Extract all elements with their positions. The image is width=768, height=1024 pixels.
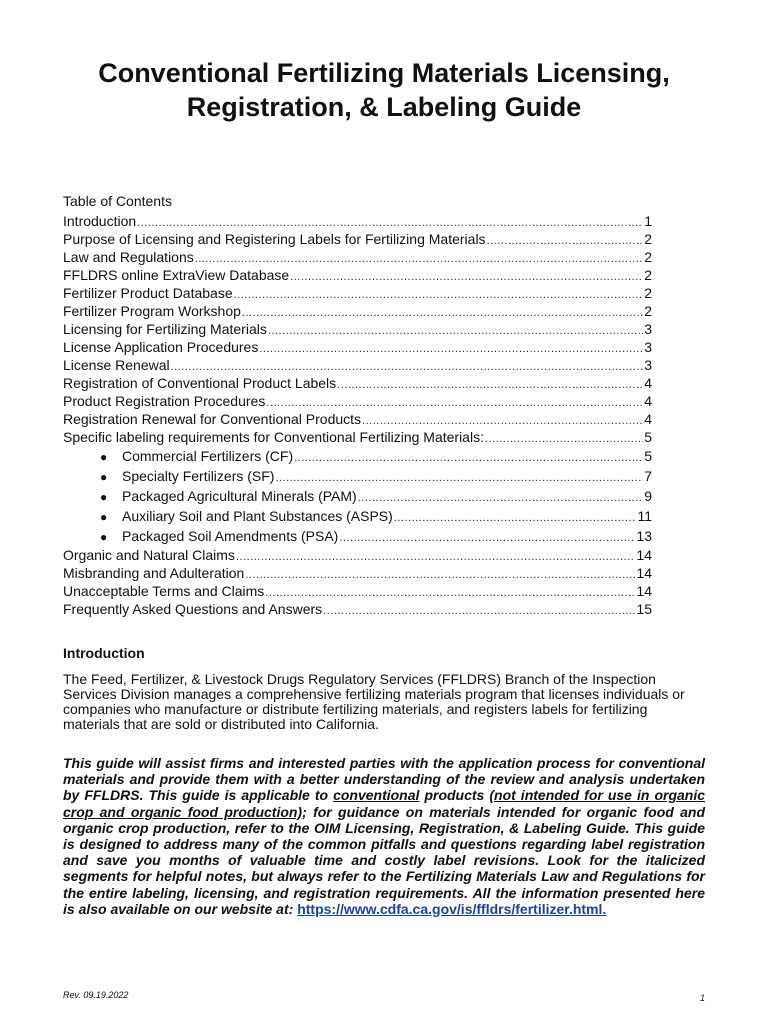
toc-entry[interactable] xyxy=(63,582,652,600)
toc-dot-leader xyxy=(242,304,643,320)
toc-entry[interactable] xyxy=(63,212,652,230)
toc-entry[interactable] xyxy=(63,486,652,506)
toc-entry[interactable] xyxy=(63,446,652,466)
toc-entry-label: Unacceptable Terms and Claims xyxy=(63,583,265,599)
toc-dot-leader xyxy=(245,566,635,582)
toc-dot-leader xyxy=(265,584,635,600)
toc-dot-leader xyxy=(394,508,637,526)
toc-entry-label: Packaged Agricultural Minerals (PAM) xyxy=(122,488,357,504)
toc-entry-page: 4 xyxy=(644,393,652,409)
toc-entry-label: Misbranding and Adulteration xyxy=(63,565,245,581)
toc-dot-leader xyxy=(234,286,644,302)
toc-entry-label: Product Registration Procedures xyxy=(63,393,266,409)
toc-dot-leader xyxy=(268,322,643,338)
website-link[interactable]: https://www.cdfa.ca.gov/is/ffldrs/fertilizer.html. xyxy=(297,900,607,917)
toc-entry-label: Commercial Fertilizers (CF) xyxy=(122,448,294,464)
toc-entry[interactable] xyxy=(63,284,652,302)
toc-entry[interactable] xyxy=(63,338,652,356)
toc-dot-leader xyxy=(358,488,643,506)
toc-entry-label: License Renewal xyxy=(63,357,170,373)
title-line-2: Registration, & Labeling Guide xyxy=(186,92,582,122)
toc-entry-label: Specific labeling requirements for Conventional Fertilizing Materials: xyxy=(63,429,484,445)
bullet-icon: ● xyxy=(100,450,108,464)
toc-entry-page: 14 xyxy=(636,583,652,599)
toc-entry-label: Licensing for Fertilizing Materials xyxy=(63,321,267,337)
toc-entry-label: Organic and Natural Claims xyxy=(63,547,235,563)
toc-entry-label: Introduction xyxy=(63,213,137,229)
toc-dot-leader xyxy=(362,412,643,428)
toc-entry-page: 15 xyxy=(636,601,652,617)
toc-entry[interactable] xyxy=(63,248,652,266)
bullet-icon: ● xyxy=(100,470,108,484)
toc-entry-label: Purpose of Licensing and Registering Labels for Fertilizing Materials xyxy=(63,231,486,247)
table-of-contents xyxy=(63,212,652,618)
toc-entry[interactable] xyxy=(63,266,652,284)
bullet-icon: ● xyxy=(100,490,108,504)
toc-entry-label: Registration Renewal for Conventional Products xyxy=(63,411,362,427)
toc-entry[interactable] xyxy=(63,230,652,248)
toc-entry-page: 9 xyxy=(644,488,652,504)
toc-entry-page: 13 xyxy=(636,528,652,544)
toc-entry-label: Frequently Asked Questions and Answers xyxy=(63,601,323,617)
guide-underline-conventional: conventional xyxy=(333,787,420,804)
toc-entry[interactable] xyxy=(63,410,652,428)
toc-entry-label: Specialty Fertilizers (SF) xyxy=(122,468,275,484)
toc-dot-leader xyxy=(266,394,643,410)
toc-entry[interactable] xyxy=(63,428,652,446)
toc-entry-label: Registration of Conventional Product Labels xyxy=(63,375,337,391)
toc-entry-page: 14 xyxy=(636,565,652,581)
toc-entry-label: Fertilizer Program Workshop xyxy=(63,303,241,319)
toc-entry-label: License Application Procedures xyxy=(63,339,259,355)
toc-dot-leader xyxy=(137,214,643,230)
toc-dot-leader xyxy=(275,468,643,486)
toc-dot-leader xyxy=(195,250,643,266)
toc-entry-page: 3 xyxy=(644,339,652,355)
bullet-icon: ● xyxy=(100,530,108,544)
toc-entry-page: 3 xyxy=(644,357,652,373)
toc-entry-label: FFLDRS online ExtraView Database xyxy=(63,267,290,283)
toc-entry[interactable] xyxy=(63,374,652,392)
toc-entry-label: Packaged Soil Amendments (PSA) xyxy=(122,528,339,544)
guide-text-part-1: This guide will assist firms and interested parties with the application process for conventional materials and provide them with a better understanding of the review and analysis undertaken by FFLDRS. This guide is applicable to xyxy=(63,755,705,804)
toc-entry-page: 4 xyxy=(644,411,652,427)
toc-dot-leader xyxy=(259,340,643,356)
introduction-paragraph: The Feed, Fertilizer, & Livestock Drugs Regulatory Services (FFLDRS) Branch of the Inspection Services Division manages a comprehensive fertilizing materials program that licenses individuals or companies who manufacture or distribute fertilizing materials, and registers labels for fertilizing materials that are sold or distributed into California. xyxy=(63,671,685,732)
toc-dot-leader xyxy=(323,602,635,618)
toc-entry-page: 11 xyxy=(637,508,652,524)
toc-entry-page: 2 xyxy=(644,303,652,319)
toc-entry-page: 4 xyxy=(644,375,652,391)
document-title xyxy=(40,56,728,124)
page-number: 1 xyxy=(700,993,706,1003)
bullet-icon: ● xyxy=(100,510,108,524)
toc-entry[interactable] xyxy=(63,356,652,374)
toc-dot-leader xyxy=(294,448,643,466)
guide-underline-not-organic: (not intended for use in organic crop and organic food production) xyxy=(63,787,706,820)
guide-text-part-2: products xyxy=(419,787,490,804)
toc-entry[interactable] xyxy=(63,600,652,618)
toc-entry-page: 2 xyxy=(644,249,652,265)
toc-entry-page: 2 xyxy=(644,285,652,301)
toc-entry-page: 3 xyxy=(644,321,652,337)
toc-entry[interactable] xyxy=(63,466,652,486)
toc-dot-leader xyxy=(236,548,635,564)
toc-entry-page: 2 xyxy=(644,267,652,283)
toc-dot-leader xyxy=(290,268,643,284)
toc-dot-leader xyxy=(337,376,643,392)
toc-entry[interactable] xyxy=(63,320,652,338)
toc-entry-page: 2 xyxy=(644,231,652,247)
toc-entry-page: 7 xyxy=(644,468,652,484)
toc-entry-page: 1 xyxy=(644,213,652,229)
introduction-heading: Introduction xyxy=(63,645,145,661)
toc-heading: Table of Contents xyxy=(63,193,172,209)
toc-entry-page: 14 xyxy=(636,547,652,563)
guide-paragraph xyxy=(63,755,705,917)
title-line-1: Conventional Fertilizing Materials Licensing, xyxy=(98,58,670,88)
toc-entry[interactable] xyxy=(63,506,652,526)
toc-entry[interactable] xyxy=(63,526,652,546)
guide-text-part-3: ; for guidance on materials intended for organic food and organic crop production, refer to the OIM Licensing, Registration, & Labeling Guide. This guide is designed to address many of the common pitfalls and questions regarding label registration and save you months of valuable time and costly label revisions. Look for the italicized segments for helpful notes, but always refer to the Fertilizing Materials Law and Regulations for the entire labeling, licensing, and registration requirements. All the information presented here is also available on our website at: xyxy=(63,803,706,917)
toc-dot-leader xyxy=(485,430,643,446)
toc-dot-leader xyxy=(487,232,644,248)
toc-entry[interactable] xyxy=(63,564,652,582)
toc-entry[interactable] xyxy=(63,392,652,410)
toc-dot-leader xyxy=(171,358,644,374)
toc-entry[interactable] xyxy=(63,302,652,320)
toc-entry-label: Fertilizer Product Database xyxy=(63,285,233,301)
toc-entry-page: 5 xyxy=(644,448,652,464)
toc-entry-page: 5 xyxy=(644,429,652,445)
toc-dot-leader xyxy=(339,528,635,546)
toc-entry-label: Law and Regulations xyxy=(63,249,194,265)
toc-entry-label: Auxiliary Soil and Plant Substances (ASPS) xyxy=(122,508,393,524)
toc-entry[interactable] xyxy=(63,546,652,564)
revision-date: Rev. 09.19.2022 xyxy=(63,990,129,1000)
